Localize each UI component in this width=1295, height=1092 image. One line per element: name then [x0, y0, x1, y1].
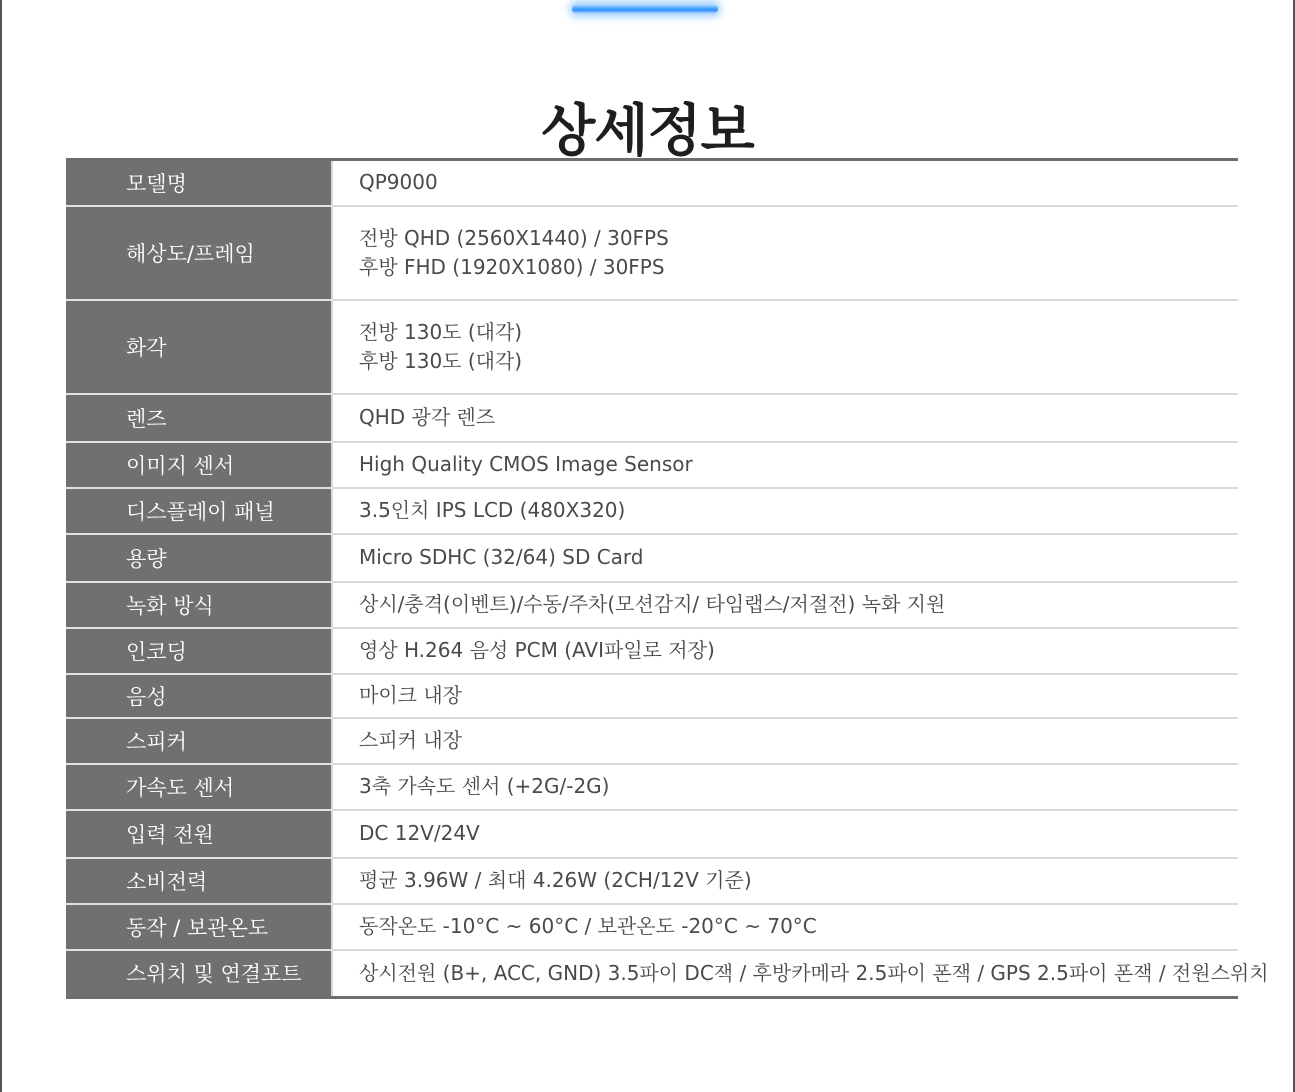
spec-row — [66, 394, 1238, 442]
spec-label: 모델명 — [66, 160, 332, 206]
spec-label: 소비전력 — [66, 858, 332, 904]
spec-table — [66, 158, 1269, 999]
spec-value — [332, 628, 1238, 674]
spec-label: 렌즈 — [66, 394, 332, 442]
spec-row — [66, 442, 1238, 488]
spec-row — [66, 534, 1238, 582]
spec-value-line: 마이크 내장 — [359, 683, 462, 707]
spec-label: 인코딩 — [66, 628, 332, 674]
spec-label: 가속도 센서 — [66, 764, 332, 810]
spec-value — [332, 810, 1238, 858]
spec-value-line: 전방 130도 (대각) — [359, 319, 523, 344]
spec-value-line: DC 12V/24V — [359, 821, 480, 845]
page-title: 상세정보 — [541, 98, 754, 164]
spec-label: 스위치 및 연결포트 — [66, 950, 332, 998]
spec-label: 입력 전원 — [66, 810, 332, 858]
spec-label: 음성 — [66, 674, 332, 718]
spec-row — [66, 810, 1238, 858]
spec-row — [66, 950, 1238, 998]
spec-row — [66, 488, 1238, 534]
spec-value-line: 동작온도 -10°C ~ 60°C / 보관온도 -20°C ~ 70°C — [359, 914, 817, 938]
spec-value-line: Micro SDHC (32/64) SD Card — [359, 545, 644, 569]
spec-value-line: 3.5인치 IPS LCD (480X320) — [359, 498, 626, 522]
spec-row — [66, 582, 1238, 628]
spec-label: 이미지 센서 — [66, 442, 332, 488]
spec-row — [66, 904, 1238, 950]
spec-value — [332, 394, 1238, 442]
spec-value-line: 후방 130도 (대각) — [359, 348, 523, 373]
spec-label: 해상도/프레임 — [66, 206, 332, 300]
spec-row — [66, 300, 1238, 394]
spec-table-body — [66, 160, 1269, 998]
spec-label: 화각 — [66, 300, 332, 394]
spec-row — [66, 764, 1238, 810]
spec-row — [66, 628, 1238, 674]
spec-value-line: 평균 3.96W / 최대 4.26W (2CH/12V 기준) — [359, 868, 752, 892]
spec-label: 녹화 방식 — [66, 582, 332, 628]
spec-value — [332, 674, 1238, 718]
spec-value — [332, 160, 1238, 206]
spec-row — [66, 674, 1238, 718]
spec-row — [66, 206, 1238, 300]
spec-value — [332, 300, 1238, 394]
spec-value — [332, 950, 1269, 998]
spec-value-line: 3축 가속도 센서 (+2G/-2G) — [359, 774, 610, 798]
spec-value-line: QP9000 — [359, 170, 438, 195]
spec-value — [332, 718, 1238, 764]
spec-label: 디스플레이 패널 — [66, 488, 332, 534]
spec-value — [332, 904, 1238, 950]
spec-label: 용량 — [66, 534, 332, 582]
header-accent-bar — [572, 4, 718, 14]
spec-value — [332, 488, 1238, 534]
spec-value-line: 전방 QHD (2560X1440) / 30FPS — [359, 225, 669, 250]
spec-value-line: QHD 광각 렌즈 — [359, 405, 496, 429]
spec-value-line: High Quality CMOS Image Sensor — [359, 452, 693, 476]
spec-value-line: 상시/충격(이벤트)/수동/주차(모션감지/ 타임랩스/저절전) 녹화 지원 — [359, 592, 946, 616]
spec-value-line: 스피커 내장 — [359, 728, 462, 752]
spec-row — [66, 858, 1238, 904]
spec-value-line: 후방 FHD (1920X1080) / 30FPS — [359, 254, 665, 279]
spec-label: 스피커 — [66, 718, 332, 764]
spec-value — [332, 582, 1238, 628]
spec-row — [66, 718, 1238, 764]
spec-value-line: 영상 H.264 음성 PCM (AVI파일로 저장) — [359, 638, 715, 662]
spec-label: 동작 / 보관온도 — [66, 904, 332, 950]
spec-value — [332, 764, 1238, 810]
spec-value — [332, 534, 1238, 582]
spec-value — [332, 206, 1238, 300]
spec-value-line: 상시전원 (B+, ACC, GND) 3.5파이 DC잭 / 후방카메라 2.5파이 폰잭 / GPS 2.5파이 폰잭 / 전원스위치 — [359, 960, 1269, 985]
spec-value — [332, 858, 1238, 904]
spec-value — [332, 442, 1238, 488]
spec-row — [66, 160, 1238, 206]
